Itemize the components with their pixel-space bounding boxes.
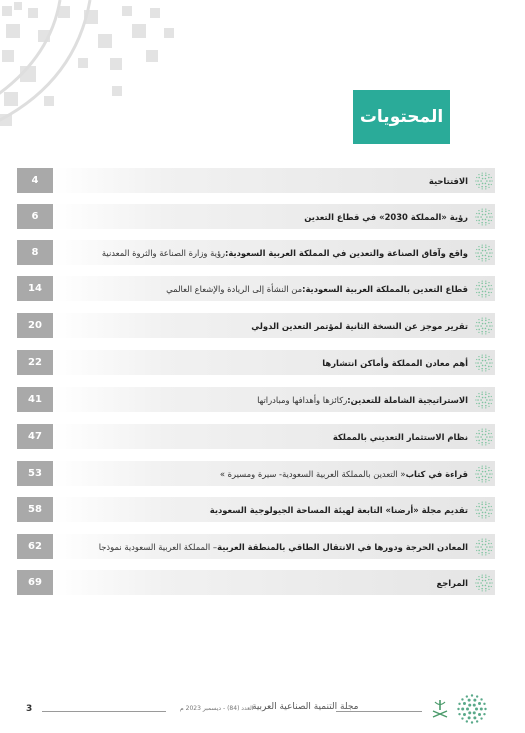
dotted-rosette-icon	[475, 208, 493, 226]
toc-entry-title: واقع وآفاق الصناعة والتعدين في المملكة العربية السعودية:	[225, 247, 468, 258]
toc-row[interactable]	[17, 313, 495, 338]
toc-entry-subtitle: « التعدين بالمملكة العربية السعودية- سيرة ومسيرة »	[219, 468, 406, 479]
toc-page-number: 58	[17, 497, 53, 522]
toc-entry-text	[99, 534, 468, 559]
toc-entry-subtitle: من النشأة إلى الريادة والإشعاع العالمي	[166, 283, 303, 294]
toc-page-number: 62	[17, 534, 53, 559]
toc-page-number: 41	[17, 387, 53, 412]
toc-row[interactable]	[17, 276, 495, 301]
toc-row[interactable]	[17, 350, 495, 375]
dotted-rosette-icon	[475, 428, 493, 446]
toc-row[interactable]	[17, 570, 495, 595]
dotted-rosette-icon	[475, 354, 493, 372]
toc-entry-title: تقديم مجلة «أرضنا» التابعة لهيئة المساحة الجيولوجية السعودية	[209, 504, 468, 515]
toc-entry-title: المراجع	[436, 577, 468, 588]
toc-row[interactable]	[17, 240, 495, 265]
toc-entry-subtitle: ركائزها وأهدافها ومبادراتها	[257, 394, 348, 405]
org-logo-icon	[457, 694, 487, 724]
toc-entry-title: رؤية «المملكة 2030» في قطاع التعدين	[304, 211, 468, 222]
toc-row[interactable]	[17, 204, 495, 229]
dotted-rosette-icon	[475, 280, 493, 298]
dotted-rosette-icon	[475, 465, 493, 483]
toc-entry-subtitle: – المملكة العربية السعودية نموذجا	[98, 541, 218, 552]
toc-entry-text	[251, 313, 468, 338]
toc-entry-title: المعادن الحرجة ودورها في الانتقال الطاقي بالمنطقة العربية	[217, 541, 468, 552]
footer-magazine-title: مجلة التنمية الصناعية العربية	[252, 702, 359, 712]
footer-divider-left	[42, 711, 166, 712]
toc-page-number: 20	[17, 313, 53, 338]
toc-entry-title: قراءة في كتاب	[405, 468, 468, 479]
dotted-rosette-icon	[475, 391, 493, 409]
page-title: المحتويات	[353, 90, 450, 144]
toc-page-number: 69	[17, 570, 53, 595]
toc-row[interactable]	[17, 497, 495, 522]
toc-entry-text	[429, 168, 468, 193]
toc-page-number: 6	[17, 204, 53, 229]
toc-row[interactable]	[17, 424, 495, 449]
toc-entry-text	[166, 276, 468, 301]
toc-entry-text	[437, 570, 468, 595]
toc-entry-subtitle: رؤية وزارة الصناعة والثروة المعدنية	[101, 247, 226, 258]
toc-entry-title: أهم معادن المملكة وأماكن انتشارها	[322, 357, 468, 368]
toc-entry-text	[304, 204, 468, 229]
toc-entry-text	[220, 461, 468, 486]
toc-entry-title: قطاع التعدين بالمملكة العربية السعودية:	[302, 283, 468, 294]
footer-page-number: 3	[26, 704, 33, 714]
dotted-rosette-icon	[475, 172, 493, 190]
toc-row[interactable]	[17, 534, 495, 559]
toc-entry-title: الاستراتيجية الشاملة للتعدين:	[347, 394, 468, 405]
toc-entry-title: نظام الاستثمار التعديني بالمملكة	[332, 431, 468, 442]
footer-issue: العدد (84) - ديسمبر 2023 م	[180, 705, 254, 712]
toc-entry-text	[257, 387, 468, 412]
toc-entry-title: تقرير موجز عن النسخة الثانية لمؤتمر التعدين الدولي	[251, 320, 468, 331]
toc-entry-text	[102, 240, 468, 265]
toc-entry-text	[322, 350, 468, 375]
toc-page-number: 47	[17, 424, 53, 449]
dotted-rosette-icon	[475, 244, 493, 262]
toc-row[interactable]	[17, 461, 495, 486]
toc-row[interactable]	[17, 387, 495, 412]
dotted-rosette-icon	[475, 501, 493, 519]
saudi-emblem-icon	[429, 698, 451, 720]
toc-page-number: 22	[17, 350, 53, 375]
toc-entry-bar	[53, 570, 495, 595]
toc-row[interactable]	[17, 168, 495, 193]
toc-entry-text	[210, 497, 468, 522]
toc-entry-text	[333, 424, 468, 449]
dotted-rosette-icon	[475, 538, 493, 556]
toc-entry-title: الافتتاحية	[428, 175, 468, 186]
dotted-rosette-icon	[475, 317, 493, 335]
toc-page-number: 8	[17, 240, 53, 265]
toc-page-number: 53	[17, 461, 53, 486]
toc-page-number: 14	[17, 276, 53, 301]
toc-page-number: 4	[17, 168, 53, 193]
dotted-rosette-icon	[475, 574, 493, 592]
